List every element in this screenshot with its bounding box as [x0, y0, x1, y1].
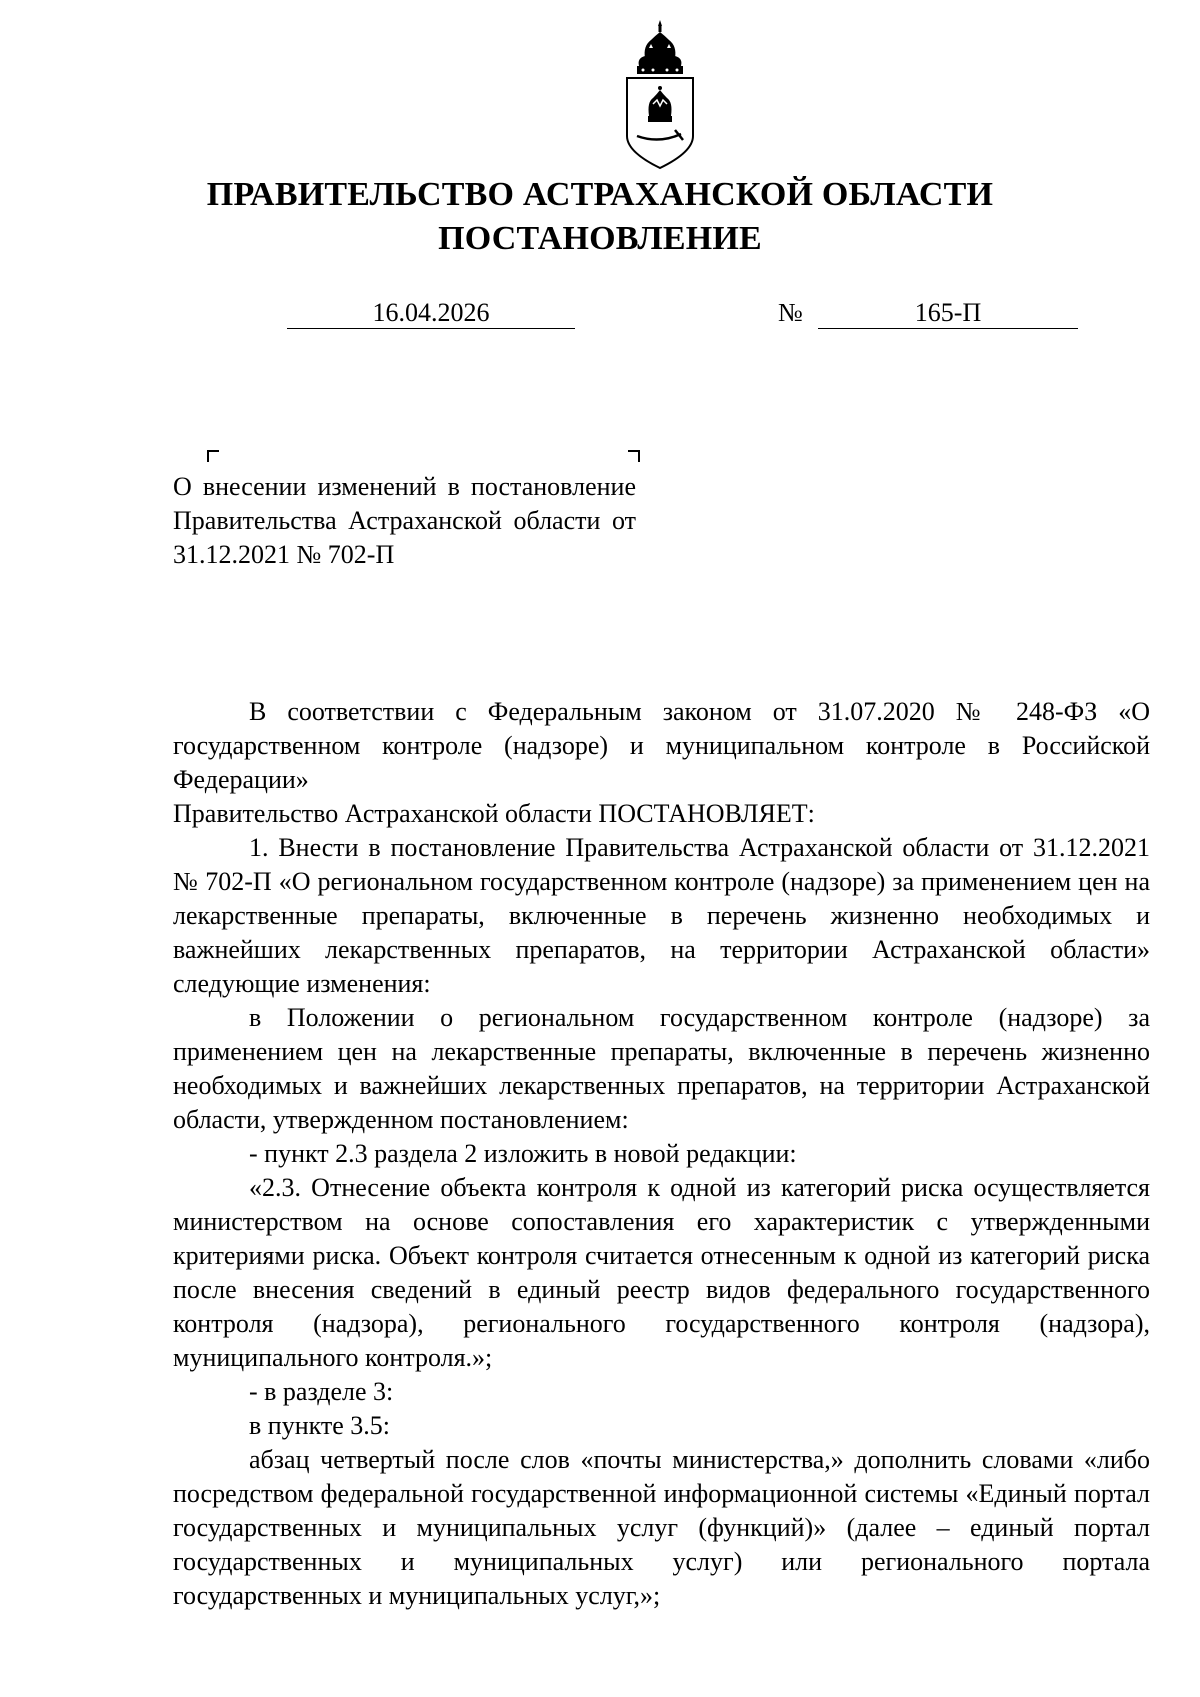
document-subject: О внесении изменений в постановление Правительства Астраханской области от 31.12.2021 № 702-П: [173, 472, 636, 569]
number-sign: №: [778, 298, 803, 327]
body-paragraph: абзац четвертый после слов «почты министерства,» дополнить словами «либо посредством федеральной государственной информационной системы «Единый портал государственных и муниципальных услуг (функций)» (далее – единый портал государственных и муниципальных услуг) или регионального портала государственных и муниципальных услуг,»;: [173, 1445, 1150, 1610]
document-number: 165-П: [818, 298, 1078, 329]
body-paragraph: - в разделе 3:: [249, 1377, 394, 1406]
body-paragraph: В соответствии с Федеральным законом от 31.07.2020 № 248-ФЗ «О государственном контроле (надзоре) и муниципальном контроле в Российской Федерации»: [173, 697, 1150, 794]
body-paragraph: в пункте 3.5:: [249, 1411, 391, 1440]
body-paragraph: «2.3. Отнесение объекта контроля к одной из категорий риска осуществляется министерством на основе сопоставления его характеристик с утвержденными критериями риска. Объект контроля считается отнесенным к одной из категорий риска после внесения сведений в единый реестр видов федерального государственного контроля (надзора), регионального государственного контроля (надзора), муниципального контроля.»;: [173, 1173, 1150, 1372]
subject-corner-right: [628, 450, 640, 462]
document-type: ПОСТАНОВЛЕНИЕ: [438, 220, 762, 257]
organization-title: ПРАВИТЕЛЬСТВО АСТРАХАНСКОЙ ОБЛАСТИ: [206, 176, 994, 213]
document-date: 16.04.2026: [287, 298, 575, 329]
document-body: [173, 695, 1150, 1613]
body-paragraph: Правительство Астраханской области ПОСТАНОВЛЯЕТ:: [173, 799, 815, 828]
body-paragraph: - пункт 2.3 раздела 2 изложить в новой редакции:: [249, 1139, 797, 1168]
body-paragraph: 1. Внести в постановление Правительства Астраханской области от 31.12.2021 № 702-П «О региональном государственном контроле (надзоре) за применением цен на лекарственные препараты, включенные в перечень жизненно необходимых и важнейших лекарственных препаратов, на территории Астраханской области» следующие изменения:: [173, 833, 1150, 998]
coat-of-arms-icon: [623, 18, 697, 170]
subject-corner-left: [207, 450, 219, 462]
body-paragraph: в Положении о региональном государственном контроле (надзоре) за применением цен на лекарственные препараты, включенные в перечень жизненно необходимых и важнейших лекарственных препаратов, на территории Астраханской области, утвержденном постановлением:: [173, 1003, 1150, 1134]
